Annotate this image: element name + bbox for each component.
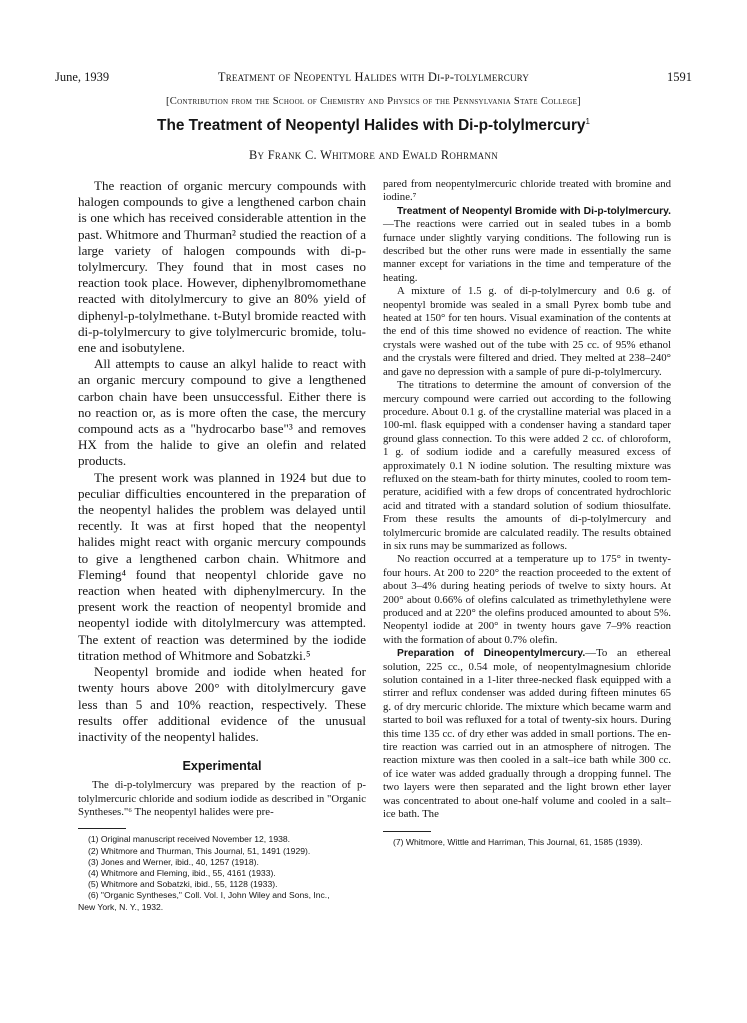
running-head (55, 70, 692, 86)
paragraph: All attempts to cause an alkyl halide to react with an organic mercury compound to give a lengthened carbon chain have been unsuccessful. Either there is no reaction or, as is more often the case, the mercury compound acts as a "hydrocarbo base"³ and removes HX from the halide to give an olefin and related products. (78, 356, 366, 469)
introduction (78, 178, 366, 745)
article-title (55, 117, 692, 135)
paragraph: The di-p-tolylmercury was prepared by the reaction of p-tolylmercuric chloride and sodium iodide as described in "Organic Syntheses."⁶ The neopentyl halides were pre- (78, 779, 366, 818)
paragraph: The present work was planned in 1924 but due to peculiar difficulties encountered in the preparation of the neopentyl halides the problem was delayed until recently. It was at first hoped that the neopentyl halides might react with organic mercury compounds to give a lengthened carbon chain. Whitmore and Fleming⁴ found that neopentyl chloride gave no reaction when heated with diphenylmercury. In the present work the reaction of neopentyl bromide and neopentyl iodide with ditolylmercury was attempted. The extent of reaction was determined by the iodide titration method of Whitmore and Sobatzki.⁵ (78, 469, 366, 663)
page-number: 1591 (667, 70, 692, 84)
experimental-heading: Experimental (182, 759, 262, 774)
left-column (78, 178, 366, 913)
paragraph (383, 205, 671, 285)
paragraph-text: —To an ethereal solution, 225 cc., 0.54 mole, of neopentylmagnesium chloride solution contained in a 1-liter three-necked flask equipped with a stirrer and reflux condenser was added during fifteen minutes 65 g. of dry mercuric chloride. The mixture which became warm and started to boil was refluxed for a total of twenty-six hours. During this time 135 cc. of dry ether was added in small portions. The entire reaction was carried out in an atmosphere of nitrogen. The reaction mixture was then cooled in a salt–ice bath while 300 cc. of ice water was added gradually through a dropping funnel. The two layers were then separated and the light brown ether layer was concentrated to about one-half volume and cooled in a salt–ice bath. The (383, 647, 671, 821)
footnote: (3) Jones and Werner, ibid., 40, 1257 (1918). (88, 856, 259, 867)
paragraph: pared from neopentylmercuric chloride treated with bromine and iodine.⁷ (383, 178, 671, 204)
paragraph (383, 647, 671, 821)
footnote: (1) Original manuscript received November 12, 1938. (88, 834, 291, 845)
run-in-heading: Treatment of Neopentyl Bromide with Di-p-tolylmercury. (397, 205, 671, 217)
issue-date: June, 1939 (55, 70, 110, 84)
footnote: (7) Whitmore, Wittle and Harriman, This Journal, 61, 1585 (1939). (393, 836, 643, 847)
footnote: (2) Whitmore and Thurman, This Journal, 51, 1491 (1929). (88, 845, 311, 856)
article-title-text: The Treatment of Neopentyl Halides with Di-p-tolylmercury (157, 117, 586, 135)
footnotes (78, 834, 366, 912)
running-title: Treatment of Neopentyl Halides with Di-p-tolylmercury (217, 70, 530, 84)
footnote: (4) Whitmore and Fleming, ibid., 55, 4161 (1933). (88, 867, 276, 878)
footnote: (5) Whitmore and Sobatzki, ibid., 55, 1128 (1933). (88, 879, 278, 890)
footnote-continuation: New York, N. Y., 1932. (78, 901, 164, 912)
footnote-rule (78, 828, 126, 829)
paragraph: Neopentyl bromide and iodide when heated for twenty hours above 200° with ditolylmercury gave less than 5 and 10% reaction, respectively. These results offer additional evidence of the unusual inactivity of the neopentyl halides. (78, 664, 366, 744)
footnote-rule (383, 831, 431, 832)
run-in-heading: Preparation of Dineopentylmercury. (397, 648, 586, 660)
paragraph: A mixture of 1.5 g. of di-p-tolylmercury and 0.6 g. of neopentyl bromide was sealed in a small Pyrex bomb tube and heated at 150° for ten hours. Visual examination of the contents at the end of this time showed no evidence of reaction. The white crystals were washed out of the tube with 25 cc. of 95% ethanol and the crystals were filtered and dried. They melted at 238–240° and gave no depression with a sample of pure di-p-tolylmercury. (383, 285, 671, 378)
experimental-intro (78, 779, 366, 819)
byline: By Frank C. Whitmore and Ewald Rohrmann (248, 148, 499, 162)
paragraph: The titrations to determine the amount of conversion of the mercury compound were carried out according to the following procedure. About 0.1 g. of the crystalline material was placed in a 100-ml. flask equipped with a condenser having a standard taper ground glass connection. To this were added 2 cc. of chloroform, 1 g. of sodium iodide and a carefully measured excess of approximately 0.1 N iodine solution. The resulting mixture was refluxed on the steam-bath for thirty minutes, cooled to room temperature, acidified with a few drops of concentrated hydrochloric acid and titrated with a standard solution of sodium thiosulfate. From these results the amounts of di-p-tolylmercury and tolylmercuric bromide are calculated readily. The results obtained in six runs may be summarized as follows. (383, 379, 671, 552)
contribution-line: [Contribution from the School of Chemistry and Physics of the Pennsylvania State College] (165, 96, 582, 107)
footnote: (6) "Organic Syntheses," Coll. Vol. I, John Wiley and Sons, Inc., (88, 890, 330, 901)
right-column (383, 178, 671, 848)
paragraph: No reaction occurred at a temperature up to 175° in twenty-four hours. At 200 to 220° the reaction proceeded to the extent of about 3–4% during heating periods of twelve to sixty hours. At 200° about 0.66% of olefins calculated as trimethylethylene were produced and at 220° the olefins produced amounted to about 5%. Neopentyl iodide at 200° in twenty hours gave 7–9% reaction with the formation of about 0.7% olefin. (383, 553, 671, 646)
paragraph: The reaction of organic mercury compounds with halogen compounds to give a lengthened carbon chain is one which has received considerable attention in the past. Whitmore and Thurman² studied the reaction of a large variety of halogen compounds with di-p-tolylmercury. They found that in most cases no reaction took place. However, diphenylbromomethane reacted with ditolylmercury to give an 80% yield of diphenyl-p-tolylmethane. t-Butyl bromide reacted with di-p-tolylmercury to give tolylmercuric bromide, toluene and isobutylene. (78, 178, 366, 356)
paragraph-text: —The reactions were carried out in sealed tubes in a bomb furnace under slightly varying conditions. The following run is described but the other runs were made in essentially the same manner except for variations in the time and temperature of the heating. (383, 218, 671, 284)
title-footnote-marker: 1 (585, 117, 590, 126)
